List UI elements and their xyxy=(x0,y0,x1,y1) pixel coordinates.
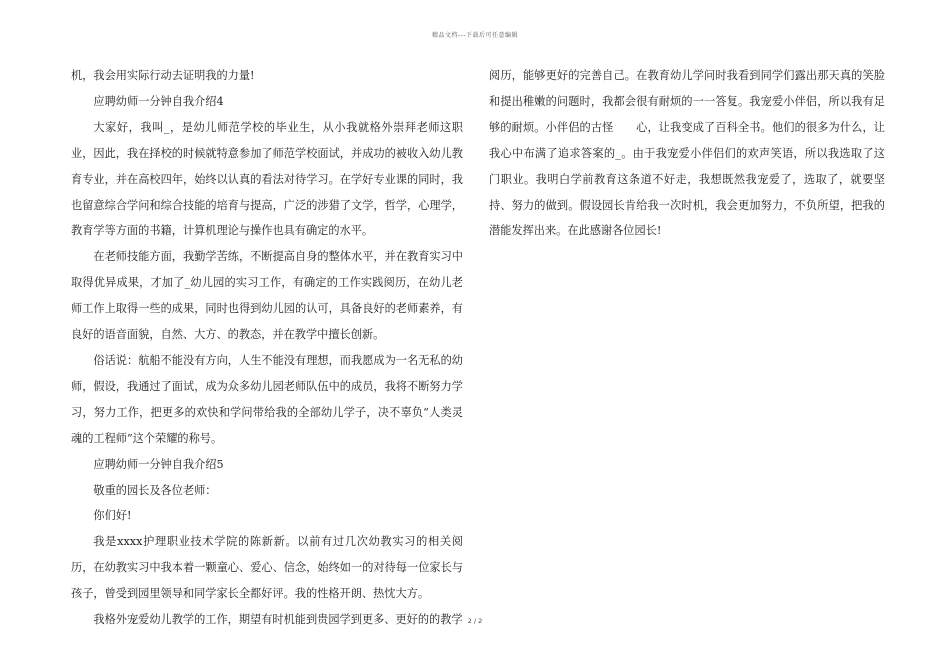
paragraph: 在老师技能方面，我勤学苦练，不断提高自身的整体水平，并在教育实习中取得优异成果，才加了_幼儿园的实习工作，有确定的工作实践阅历，在幼儿老师工作上取得一些的成果，同时也得到幼儿园的认可，具备良好的老师素养，有良好的语音面貌，自然、大方、的教态，并在教学中擅长创新。 xyxy=(71,250,463,342)
paragraph: 阅历，能够更好的完善自己。在教育幼儿学问时我看到同学们露出那天真的笑脸和提出稚嫩的问题时，我都会很有耐烦的一一答复。我宠爱小伴侣，所以我有足够的耐烦。小伴侣的古怪 心，让我变成了百科全书。他们的很多为什么，让我心中布满了追求答案的_。由于我宠爱小伴侣们的欢声笑语，所以我选取了这门职业。我明白学前教育这条道不好走，我想既然我宠爱了，选取了，就要坚持、努力的做到。假设园长肯给我一次时机，我会更加努力，不负所望，把我的潜能发挥出来。在此感谢各位园长! xyxy=(489,69,885,238)
left-column xyxy=(71,63,463,633)
paragraph: 我是xxxx护理职业技术学院的陈新新。以前有过几次幼教实习的相关阅历，在幼教实习中我本着一颗童心、爱心、信念，始终如一的对待每一位家长与孩子，曾受到园里领导和同学家长全都好评。我的性格开朗、热忱大方。 xyxy=(71,535,463,601)
salutation: 敬重的园长及各位老师： xyxy=(93,483,217,497)
paragraph: 机，我会用实际行动去证明我的力量! xyxy=(71,69,255,82)
page-number: 2 / 2 xyxy=(467,617,483,625)
section-heading: 应聘幼师一分钟自我介绍5 xyxy=(93,457,224,471)
right-column xyxy=(489,63,885,244)
section-heading: 应聘幼师一分钟自我介绍4 xyxy=(93,94,224,108)
paragraph: 俗话说：航船不能没有方向，人生不能没有理想，而我愿成为一名无私的幼师，假设，我通过了面试，成为众多幼儿园老师队伍中的成员，我将不断努力学习，努力工作，把更多的欢快和学问带给我的全部幼儿学子，决不辜负“人类灵魂的工程师”这个荣耀的称号。 xyxy=(71,353,463,445)
page-header: 精品文档---下载后可任意编辑 xyxy=(432,32,518,39)
paragraph: 大家好，我叫_，是幼儿师范学校的毕业生，从小我就格外崇拜老师这职业，因此，我在择校的时候就特意参加了师范学校面试，并成功的被收入幼儿教育专业，并在高校四年，始终以认真的看法对待学习。在学好专业课的同时，我也留意综合学问和综合技能的培育与提高，广泛的涉猎了文学，哲学，心理学，教育学等方面的书籍，计算机理论与操作也具有确定的水平。 xyxy=(71,120,463,238)
greeting: 你们好! xyxy=(93,509,132,523)
paragraph: 我格外宠爱幼儿教学的工作，期望有时机能到贵园学到更多、更好的的教学 xyxy=(93,613,463,627)
